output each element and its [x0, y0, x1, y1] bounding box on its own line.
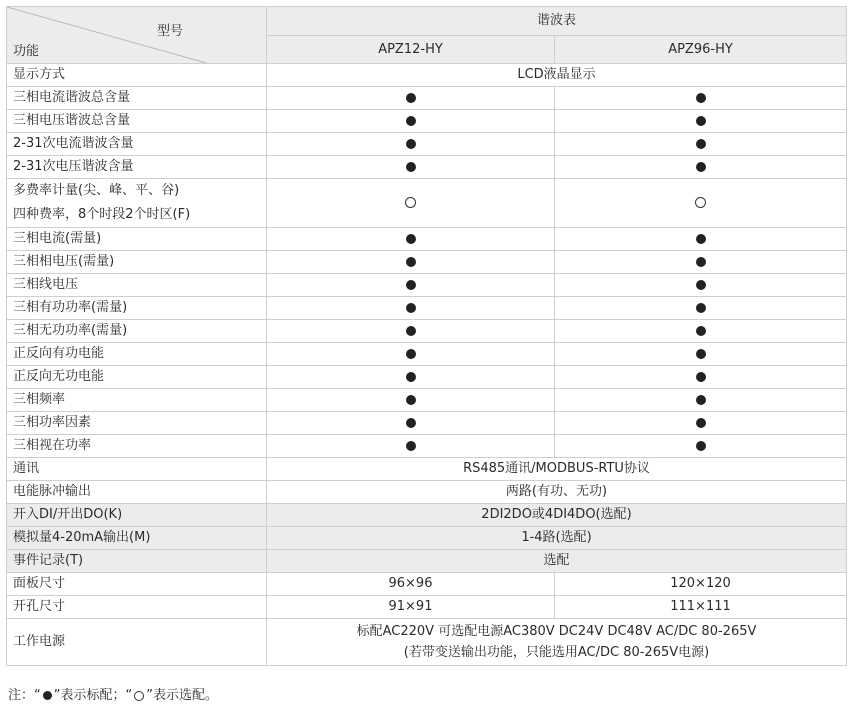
table-row — [7, 110, 847, 133]
footnote-mid: ”表示标配；“ — [53, 688, 133, 703]
standard-dot-icon — [696, 139, 706, 149]
table-row — [7, 343, 847, 366]
apz96-value-cell — [555, 366, 847, 389]
table-row — [7, 64, 847, 87]
apz12-value-cell — [267, 87, 555, 110]
merged-value-line2: (若带变送输出功能，只能选用AC/DC 80-265V电源) — [403, 645, 710, 660]
merged-value-cell: 选配 — [267, 550, 847, 573]
function-label: 工作电源 — [13, 634, 66, 649]
footnote-prefix: 注：“ — [8, 688, 41, 703]
standard-dot-icon — [406, 395, 416, 405]
standard-dot-icon — [696, 93, 706, 103]
function-label-cell: 2-31次电流谐波含量 — [7, 133, 267, 156]
standard-dot-icon — [406, 303, 416, 313]
apz12-value-cell — [267, 156, 555, 179]
header-model-label: 型号 — [157, 24, 184, 39]
spec-table — [6, 6, 847, 666]
apz12-value-cell — [267, 366, 555, 389]
table-row — [7, 133, 847, 156]
apz12-value-cell — [267, 179, 555, 228]
table-row — [7, 412, 847, 435]
function-label-cell: 三相有功功率(需量) — [7, 297, 267, 320]
standard-dot-icon — [696, 418, 706, 428]
function-label-cell: 事件记录(T) — [7, 550, 267, 573]
standard-dot-icon — [696, 395, 706, 405]
apz96-value-cell — [555, 435, 847, 458]
standard-dot-icon — [43, 691, 52, 700]
standard-dot-icon — [406, 441, 416, 451]
apz12-value-cell — [267, 343, 555, 366]
table-row — [7, 481, 847, 504]
apz96-value-cell — [555, 274, 847, 297]
table-row — [7, 504, 847, 527]
table-row — [7, 458, 847, 481]
apz96-value-cell — [555, 87, 847, 110]
footnote — [8, 684, 218, 703]
standard-dot-icon — [406, 418, 416, 428]
apz96-value-cell — [555, 320, 847, 343]
function-label-cell: 三相电流谐波总含量 — [7, 87, 267, 110]
header-col1-model: APZ12-HY — [267, 36, 555, 64]
table-row — [7, 87, 847, 110]
function-label-cell: 正反向有功电能 — [7, 343, 267, 366]
function-label-cell — [7, 619, 267, 666]
function-label: 多费率计量(尖、峰、平、谷) — [13, 183, 180, 198]
table-row — [7, 179, 847, 228]
apz12-value-cell — [267, 228, 555, 251]
merged-value-cell — [267, 619, 847, 666]
apz12-value-cell — [267, 251, 555, 274]
function-label-cell — [7, 179, 267, 228]
merged-value-cell: RS485通讯/MODBUS-RTU协议 — [267, 458, 847, 481]
standard-dot-icon — [406, 234, 416, 244]
table-row — [7, 274, 847, 297]
standard-dot-icon — [406, 349, 416, 359]
standard-dot-icon — [696, 372, 706, 382]
function-label-cell: 面板尺寸 — [7, 573, 267, 596]
optional-ring-icon — [134, 691, 144, 701]
footnote-suffix: ”表示选配。 — [146, 688, 218, 703]
function-label-cell: 三相视在功率 — [7, 435, 267, 458]
standard-dot-icon — [696, 349, 706, 359]
function-label-cell: 2-31次电压谐波含量 — [7, 156, 267, 179]
header-group-label: 谐波表 — [267, 7, 847, 36]
table-row — [7, 389, 847, 412]
apz96-value-cell — [555, 156, 847, 179]
standard-dot-icon — [696, 116, 706, 126]
merged-value-cell: 1-4路(选配) — [267, 527, 847, 550]
table-row — [7, 435, 847, 458]
standard-dot-icon — [696, 234, 706, 244]
apz96-value-cell — [555, 133, 847, 156]
header-diagonal-line — [7, 7, 266, 63]
standard-dot-icon — [406, 93, 416, 103]
function-label-cell: 三相相电压(需量) — [7, 251, 267, 274]
function-label-cell: 通讯 — [7, 458, 267, 481]
apz96-value-cell — [555, 179, 847, 228]
function-label-cell: 模拟量4-20mA输出(M) — [7, 527, 267, 550]
apz12-value-cell — [267, 435, 555, 458]
header-corner-cell — [7, 7, 267, 64]
standard-dot-icon — [696, 280, 706, 290]
table-row — [7, 320, 847, 343]
function-label-cell: 正反向无功电能 — [7, 366, 267, 389]
apz96-value-cell — [555, 297, 847, 320]
standard-dot-icon — [696, 441, 706, 451]
header-col2-model: APZ96-HY — [555, 36, 847, 64]
table-row — [7, 228, 847, 251]
function-label-line2: 四种费率，8个时段2个时区(F) — [13, 207, 191, 222]
table-row — [7, 619, 847, 666]
standard-dot-icon — [406, 280, 416, 290]
standard-dot-icon — [406, 372, 416, 382]
function-label-cell: 开孔尺寸 — [7, 596, 267, 619]
standard-dot-icon — [696, 162, 706, 172]
standard-dot-icon — [696, 326, 706, 336]
standard-dot-icon — [696, 303, 706, 313]
apz12-value-cell — [267, 297, 555, 320]
standard-dot-icon — [406, 116, 416, 126]
function-label-cell: 三相频率 — [7, 389, 267, 412]
header-row-1 — [7, 7, 847, 36]
header-function-label: 功能 — [13, 44, 40, 59]
function-label-cell: 三相线电压 — [7, 274, 267, 297]
standard-dot-icon — [406, 257, 416, 267]
optional-ring-icon — [695, 197, 706, 208]
apz12-value-cell — [267, 389, 555, 412]
standard-dot-icon — [406, 326, 416, 336]
standard-dot-icon — [406, 139, 416, 149]
apz96-value-cell — [555, 389, 847, 412]
function-label-cell: 三相电流(需量) — [7, 228, 267, 251]
function-label-cell: 三相功率因素 — [7, 412, 267, 435]
table-row — [7, 527, 847, 550]
apz96-value-cell: 111×111 — [555, 596, 847, 619]
table-row — [7, 156, 847, 179]
function-label-cell: 显示方式 — [7, 64, 267, 87]
optional-ring-icon — [405, 197, 416, 208]
table-row — [7, 297, 847, 320]
merged-value-cell: 两路(有功、无功) — [267, 481, 847, 504]
merged-value-cell: 2DI2DO或4DI4DO(选配) — [267, 504, 847, 527]
apz12-value-cell: 96×96 — [267, 573, 555, 596]
apz12-value-cell: 91×91 — [267, 596, 555, 619]
table-row — [7, 251, 847, 274]
function-label-cell: 三相无功功率(需量) — [7, 320, 267, 343]
apz96-value-cell — [555, 251, 847, 274]
apz96-value-cell — [555, 412, 847, 435]
apz12-value-cell — [267, 412, 555, 435]
merged-value-cell: LCD液晶显示 — [267, 64, 847, 87]
table-row — [7, 596, 847, 619]
standard-dot-icon — [406, 162, 416, 172]
function-label-cell: 三相电压谐波总含量 — [7, 110, 267, 133]
apz96-value-cell — [555, 228, 847, 251]
table-row — [7, 550, 847, 573]
function-label-cell: 开入DI/开出DO(K) — [7, 504, 267, 527]
apz96-value-cell — [555, 343, 847, 366]
apz96-value-cell — [555, 110, 847, 133]
apz12-value-cell — [267, 320, 555, 343]
apz12-value-cell — [267, 110, 555, 133]
merged-value-line1: 标配AC220V 可选配电源AC380V DC24V DC48V AC/DC 80-265V — [356, 624, 757, 639]
apz96-value-cell: 120×120 — [555, 573, 847, 596]
function-label-cell: 电能脉冲输出 — [7, 481, 267, 504]
apz12-value-cell — [267, 274, 555, 297]
table-row — [7, 573, 847, 596]
standard-dot-icon — [696, 257, 706, 267]
table-row — [7, 366, 847, 389]
apz12-value-cell — [267, 133, 555, 156]
